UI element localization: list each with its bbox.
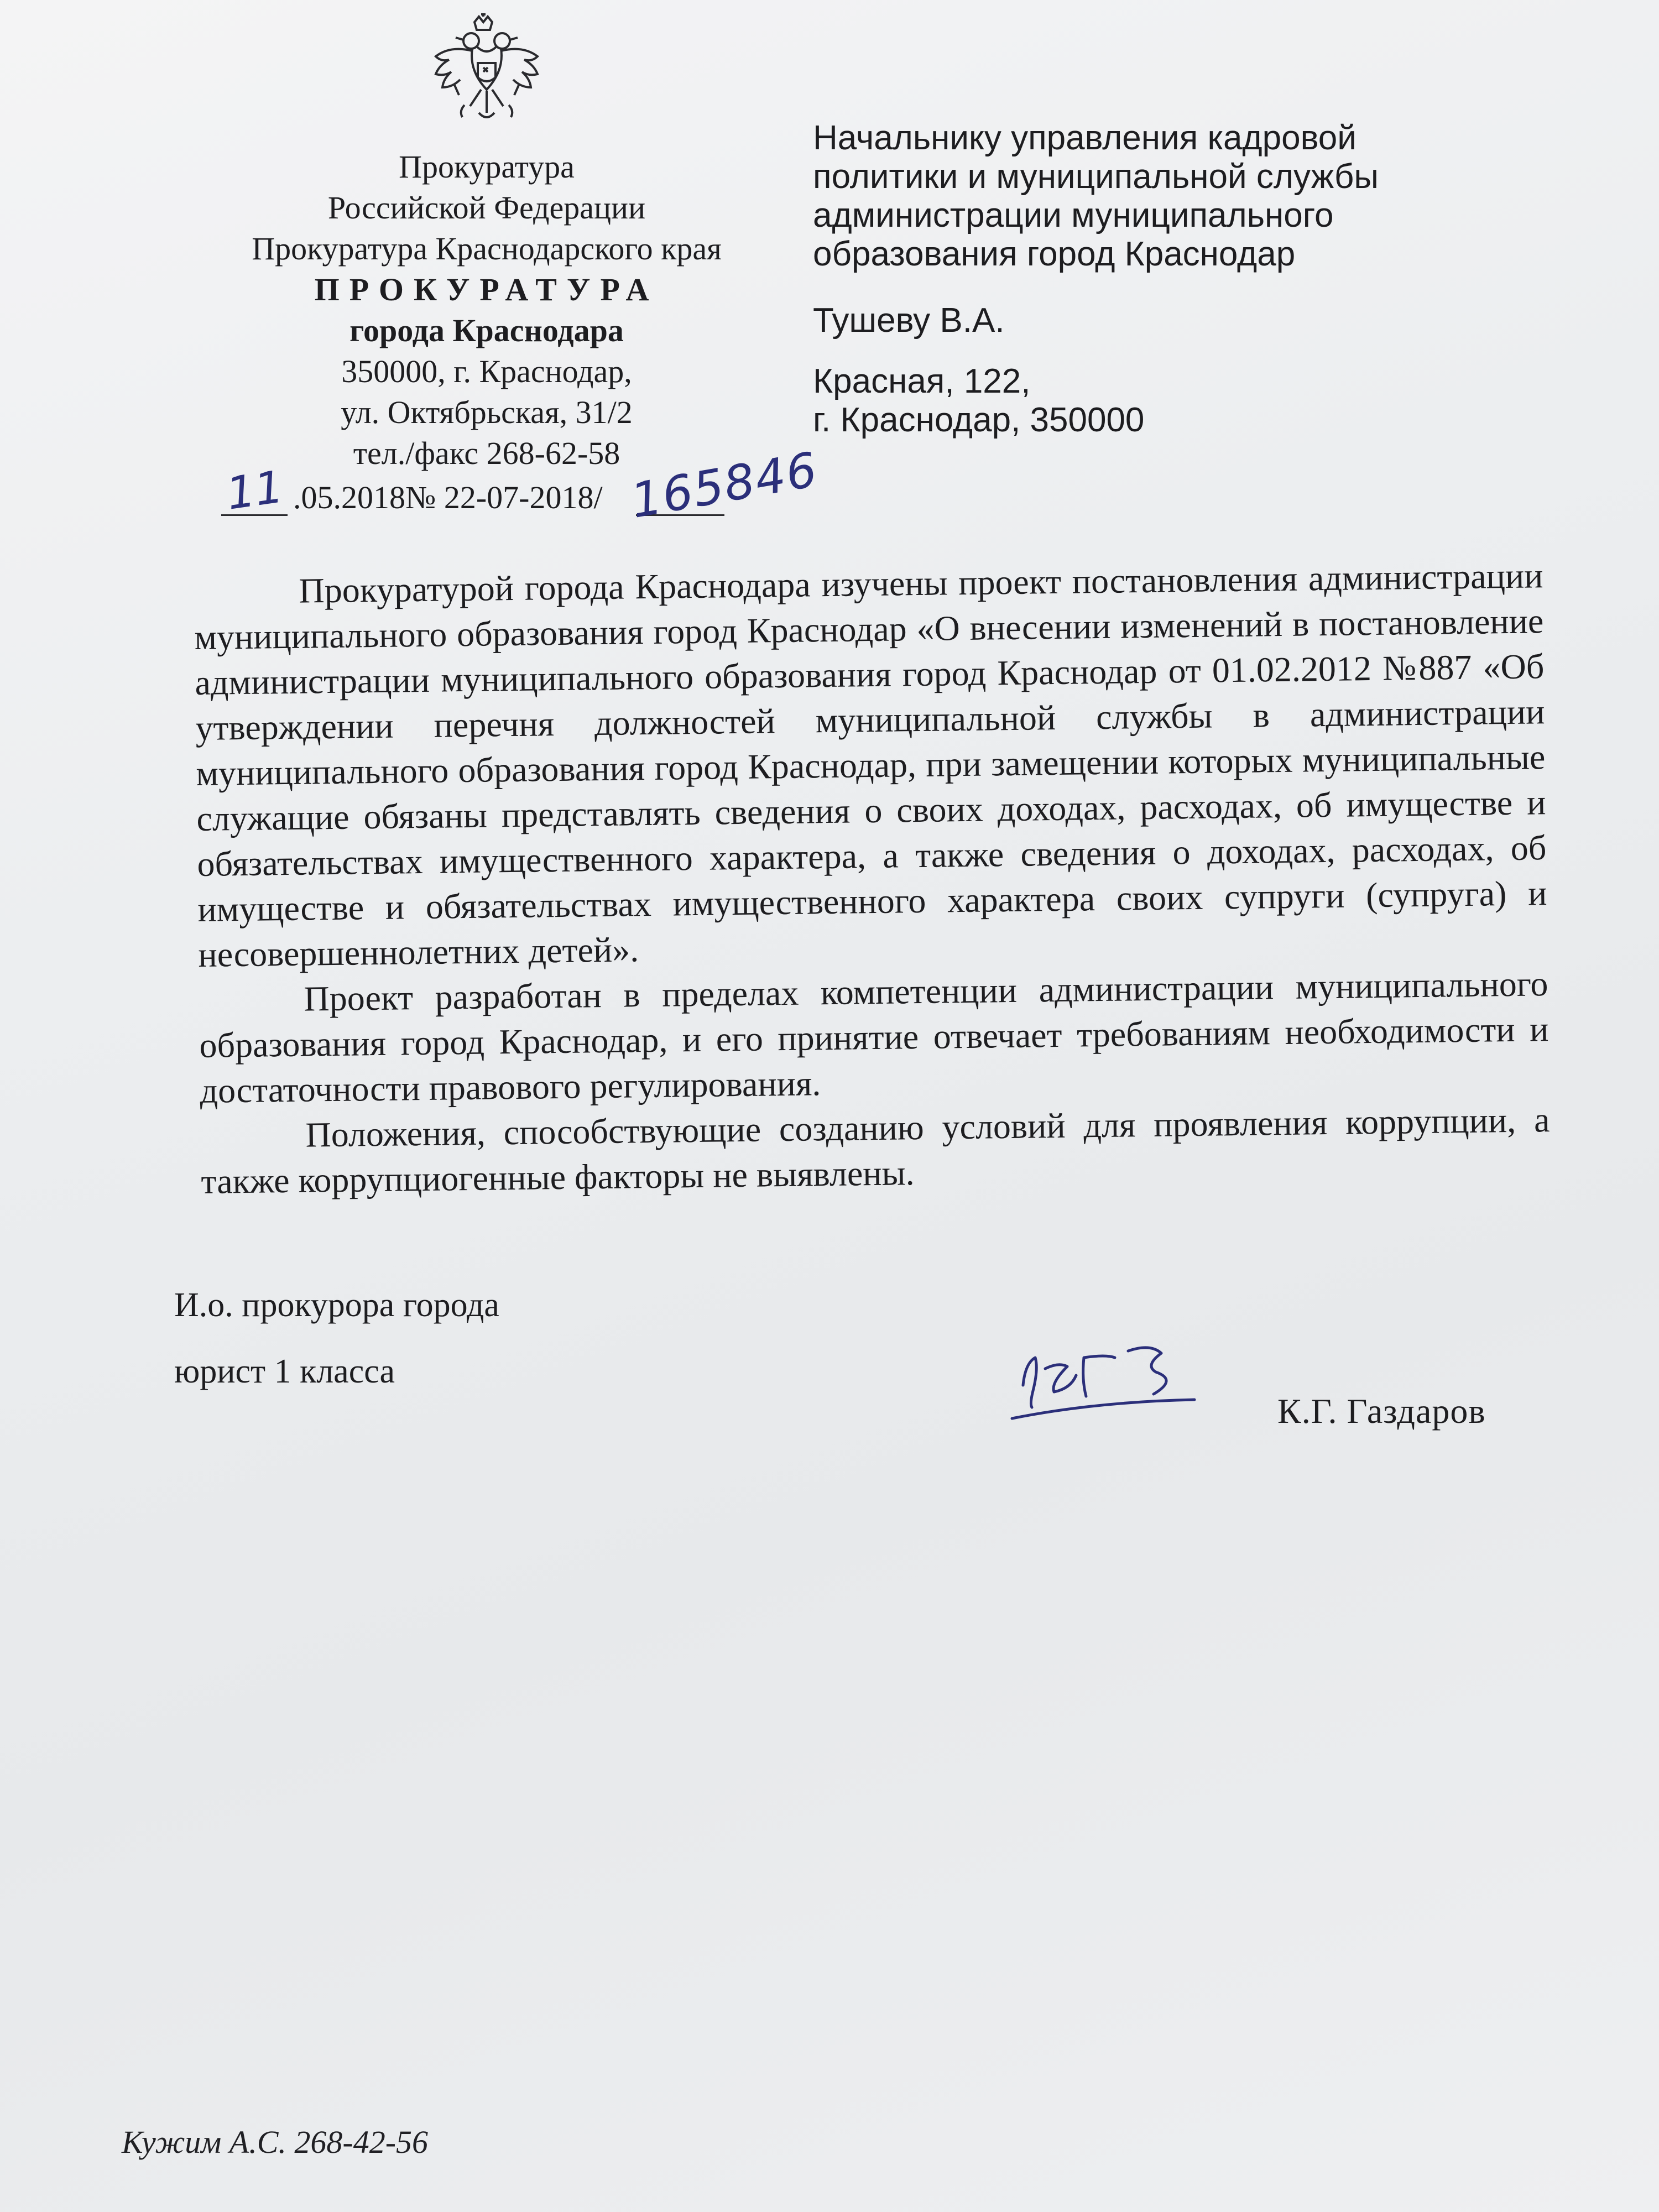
addressee-block [813,119,1532,440]
letter-body [194,553,1551,1204]
addressee-address: Красная, 122, [813,362,1031,400]
sender-line: Российской Федерации [327,190,646,226]
handwritten-registration-number: 165846 [627,442,822,529]
sender-block [210,147,763,474]
sender-line: Прокуратура [399,149,575,185]
coat-of-arms-emblem [426,12,547,139]
addressee-line: администрации муниципального [813,196,1334,234]
body-paragraph: Прокуратурой города Краснодара изучены проект постановления администрации муниципального образования город Краснодар «О внесении изменений в постановление администрации муниципального образования город Краснодар от 01.02.2012 №887 «Об утверждении перечня должностей муниципальной службы в администрации муниципального образования город Краснодар, при замещении которых муниципальные служащие обязаны представлять сведения о своих доходах, расходах, об имуществе и обязательствах имущественного характера, а также сведения о доходах, расходах, об имуществе и обязательствах имущественного характера своих супруги (супруга) и несовершеннолетних детей». [194,556,1547,974]
addressee-line: образования город Краснодар [813,235,1296,273]
addressee-line: Начальнику управления кадровой [813,119,1357,157]
sender-title: ПРОКУРАТУРА [314,272,659,307]
sender-subtitle: города Краснодара [349,312,624,348]
signatory-position: И.о. прокурора города [174,1286,499,1324]
addressee-address: г. Краснодар, 350000 [813,401,1145,439]
addressee-name: Тушеву В.А. [813,301,1005,340]
handwritten-day: 11 [223,461,286,520]
sender-line: 350000, г. Краснодар, [341,353,632,389]
body-paragraph: Положения, способствующие созданию условий для проявления коррупции, а также коррупциогенные факторы не выявлены. [201,1100,1550,1201]
body-paragraph: Проект разработан в пределах компетенции администрации муниципального образования город Краснодар, и его принятие отвечает требованиям необходимости и достаточности правового регулирования. [199,964,1549,1110]
executor-contact: Кужим А.С. 268-42-56 [122,2124,429,2160]
signatory-name: К.Г. Газдаров [1277,1391,1486,1431]
signatory-rank: юрист 1 класса [174,1353,395,1390]
handwritten-signature [1006,1335,1217,1430]
addressee-line: политики и муниципальной службы [813,158,1379,196]
sender-line: тел./факс 268-62-58 [353,435,620,471]
outgoing-date-number: .05.2018№ 22-07-2018/ [293,479,603,515]
sender-line: Прокуратура Краснодарского края [252,231,722,267]
sender-line: ул. Октябрьская, 31/2 [341,394,633,430]
